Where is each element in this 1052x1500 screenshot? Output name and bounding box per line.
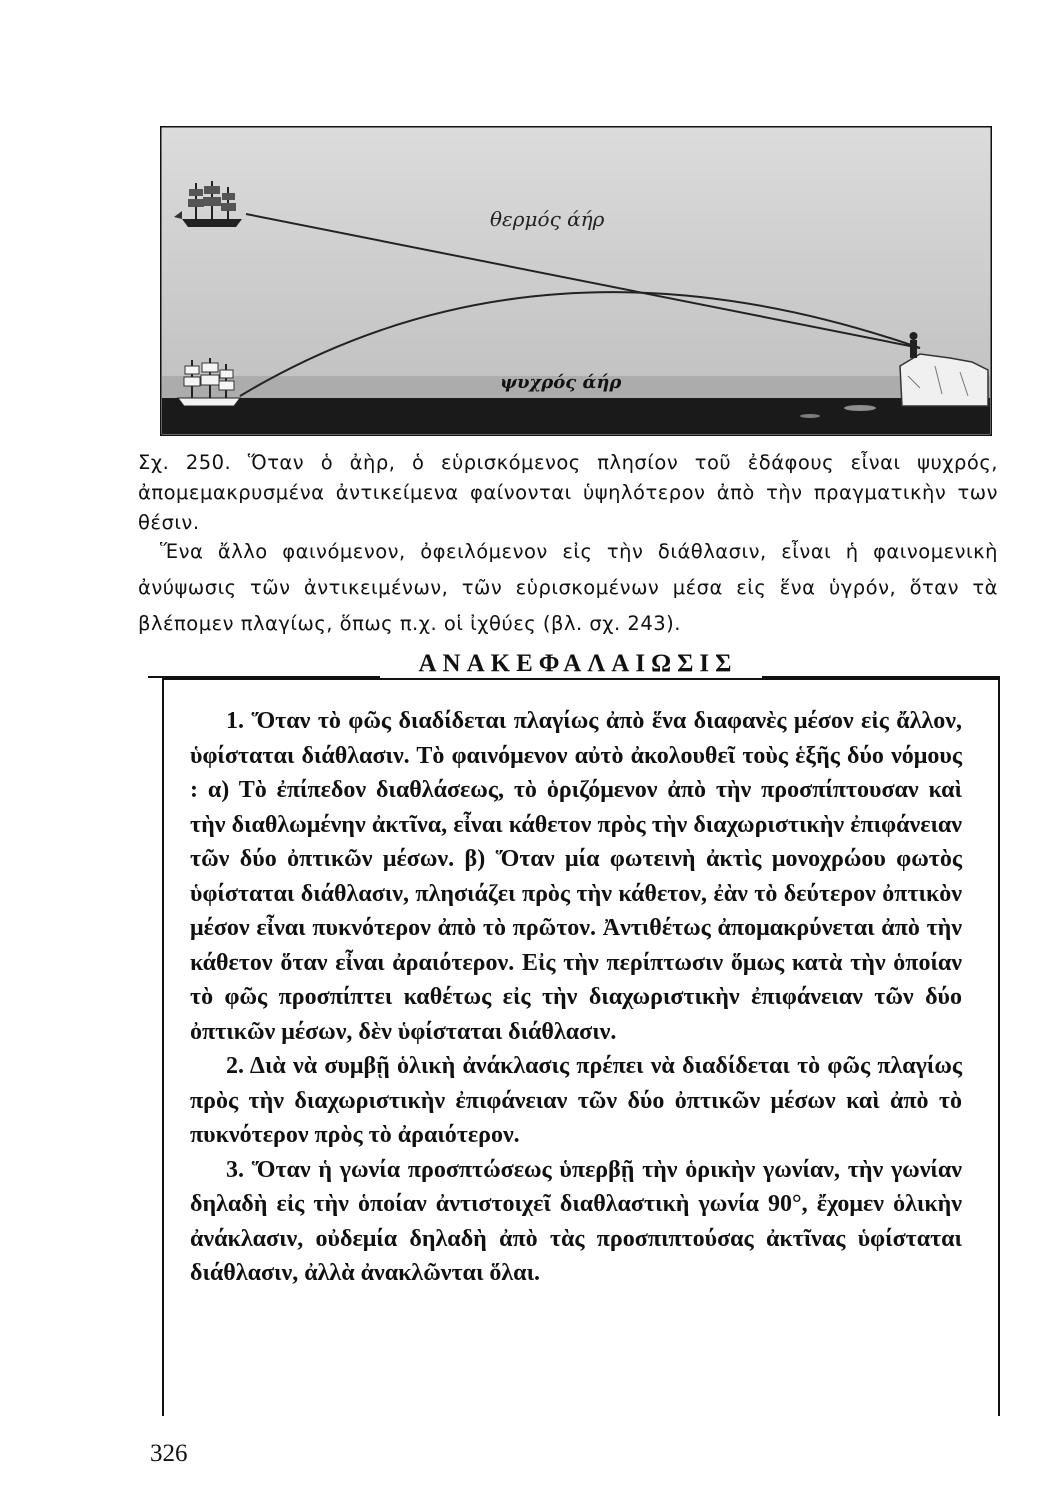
observer-figure bbox=[910, 340, 917, 358]
summary-text bbox=[190, 704, 962, 1291]
label-warm-air: θερμός άήρ bbox=[490, 207, 605, 231]
figure-250 bbox=[160, 126, 992, 436]
figure-caption: Σχ. 250. Ὅταν ὁ ἀὴρ, ὁ εὑρισκόμενος πλησίον τοῦ ἐδάφους εἶναι ψυχρός, ἀπομεμακρυσμένα ἀντικείμενα φαίνονται ὑψηλότερον ἀπὸ τὴν πραγματικὴν των θέσιν. bbox=[138, 451, 998, 534]
summary-item-3: 3. Ὅταν ἡ γωνία προσπτώσεως ὑπερβῇ τὴν ὁρικὴν γωνίαν, τὴν γωνίαν δηλαδὴ εἰς τὴν ὁποίαν ἀντιστοιχεῖ διαθλαστικὴ γωνία 90°, ἔχομεν ὁλικὴν ἀνάκλασιν, οὐδεμία δηλαδὴ ἀπὸ τὰς προσπιπτούσας ἀκτῖνας ὑφίσταται διάθλασιν, ἀλλὰ ἀνακλῶνται ὅλαι. bbox=[190, 1156, 962, 1286]
summary-heading-row bbox=[148, 646, 1000, 682]
label-cold-air: ψυχρός άήρ bbox=[500, 372, 622, 393]
page-number: 326 bbox=[150, 1440, 188, 1467]
body-paragraph: Ἕνα ἄλλο φαινόμενον, ὀφειλόμενον εἰς τὴν διάθλασιν, εἶναι ἡ φαινομενικὴ ἀνύψωσις τῶν ἀντικειμένων, τῶν εὑρισκομένων μέσα εἰς ἕνα ὑγρόν, ὅταν τὰ βλέπομεν πλαγίως, ὅπως π.χ. οἱ ἰχθύες (βλ. σχ. 243). bbox=[138, 540, 998, 635]
summary-item-1: 1. Ὅταν τὸ φῶς διαδίδεται πλαγίως ἀπὸ ἕνα διαφανὲς μέσον εἰς ἄλλον, ὑφίσταται διάθλασιν. Τὸ φαινόμενον αὐτὸ ἀκολουθεῖ τοὺς ἑξῆς δύο νόμους : α) Τὸ ἐπίπεδον διαθλάσεως, τὸ ὁριζόμενον ἀπὸ τὴν προσπίπτουσαν καὶ τὴν διαθλωμένην ἀκτῖνα, εἶναι κάθετον πρὸς τὴν διαχωριστικὴν ἐπιφάνειαν τῶν δύο ὀπτικῶν μέσων. β) Ὅταν μία φωτεινὴ ἀκτὶς μονοχρώου φωτὸς ὑφίσταται διάθλασιν, πλησιάζει πρὸς τὴν κάθετον, ἐὰν τὸ δεύτερον ὀπτικὸν μέσον εἶναι πυκνότερον ἀπὸ τὸ πρῶτον. Ἀντιθέτως ἀπομακρύνεται ἀπὸ τὴν κάθετον ὅταν εἶναι ἀραιότερον. Εἰς τὴν περίπτωσιν ὅμως κατὰ τὴν ὁποίαν τὸ φῶς προσπίπτει καθέτως εἰς τὴν διαχωριστικὴν ἐπιφάνειαν τῶν δύο ὀπτικῶν μέσων, δὲν ὑφίσταται διάθλασιν. bbox=[190, 708, 962, 1045]
summary-item-2: 2. Διὰ νὰ συμβῇ ὁλικὴ ἀνάκλασις πρέπει νὰ διαδίδεται τὸ φῶς πλαγίως πρὸς τὴν διαχωριστικὴν ἐπιφάνειαν τῶν δύο ὀπτικῶν μέσων καὶ ἀπὸ τὸ πυκνότερον πρὸς τὸ ἀραιότερον. bbox=[190, 1053, 962, 1148]
figure-illustration bbox=[160, 126, 992, 436]
sea bbox=[162, 398, 990, 434]
summary-heading: ΑΝΑΚΕΦΑΛΑΙΩΣΙΣ bbox=[418, 650, 738, 677]
